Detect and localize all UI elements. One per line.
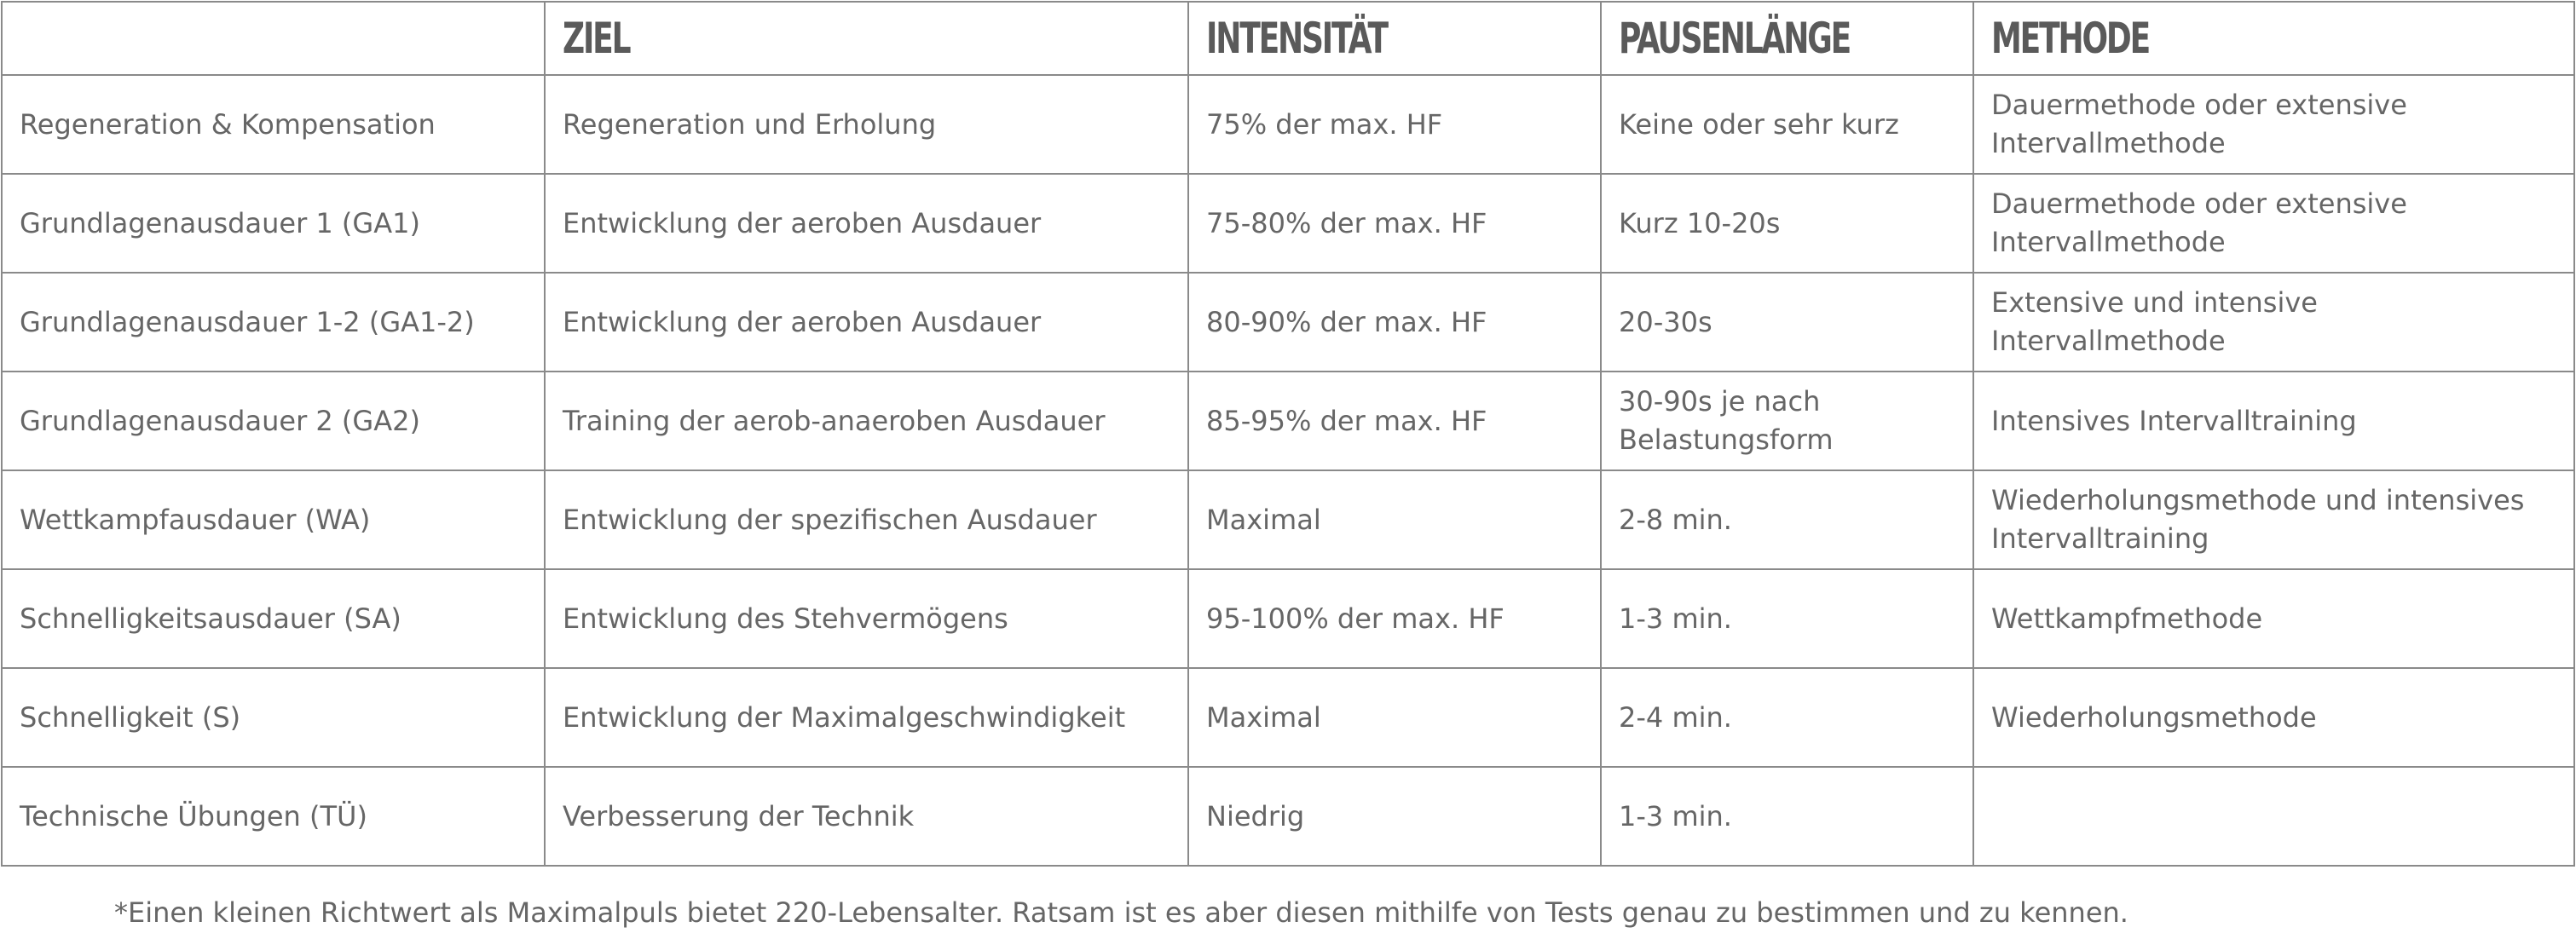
header-zone: [2, 2, 545, 75]
table-header-row: [2, 2, 2574, 75]
footnote: *Einen kleinen Richtwert als Maximalpuls bietet 220-Lebensalter. Ratsam ist es aber diesen mithilfe von Tests genau zu bestimmen und zu kennen.: [114, 896, 2128, 929]
cell-methode: Wettkampfmethode: [1973, 569, 2574, 668]
table-row: [2, 569, 2574, 668]
header-pausenlaenge: PAUSENLÄNGE: [1601, 2, 1973, 75]
cell-pausenlaenge: 2-4 min.: [1601, 668, 1973, 767]
cell-intensitaet: 95-100% der max. HF: [1188, 569, 1601, 668]
cell-intensitaet: Niedrig: [1188, 767, 1601, 866]
table-row: [2, 372, 2574, 470]
cell-ziel: Entwicklung der aeroben Ausdauer: [545, 273, 1188, 372]
header-methode: METHODE: [1973, 2, 2574, 75]
cell-ziel: Entwicklung der spezifischen Ausdauer: [545, 470, 1188, 569]
cell-ziel: Verbesserung der Technik: [545, 767, 1188, 866]
cell-intensitaet: 80-90% der max. HF: [1188, 273, 1601, 372]
cell-pausenlaenge: Kurz 10-20s: [1601, 174, 1973, 273]
cell-intensitaet: 75-80% der max. HF: [1188, 174, 1601, 273]
header-ziel: ZIEL: [545, 2, 1188, 75]
cell-intensitaet: 75% der max. HF: [1188, 75, 1601, 174]
cell-ziel: Entwicklung der Maximalgeschwindigkeit: [545, 668, 1188, 767]
table-row: [2, 470, 2574, 569]
training-zones-table: [1, 1, 2575, 867]
cell-pausenlaenge: 20-30s: [1601, 273, 1973, 372]
table-row: [2, 668, 2574, 767]
cell-methode: [1973, 767, 2574, 866]
table-row: [2, 174, 2574, 273]
cell-zone: Regeneration & Kompensation: [2, 75, 545, 174]
cell-ziel: Entwicklung des Stehvermögens: [545, 569, 1188, 668]
cell-methode: Wiederholungsmethode und intensives Intervalltraining: [1973, 470, 2574, 569]
cell-zone: Wettkampfausdauer (WA): [2, 470, 545, 569]
table-row: [2, 767, 2574, 866]
cell-intensitaet: Maximal: [1188, 470, 1601, 569]
cell-methode: Dauermethode oder extensive Intervallmethode: [1973, 75, 2574, 174]
cell-zone: Technische Übungen (TÜ): [2, 767, 545, 866]
table-row: [2, 273, 2574, 372]
cell-pausenlaenge: 30-90s je nach Belastungsform: [1601, 372, 1973, 470]
cell-intensitaet: Maximal: [1188, 668, 1601, 767]
cell-zone: Grundlagenausdauer 1-2 (GA1-2): [2, 273, 545, 372]
cell-zone: Schnelligkeitsausdauer (SA): [2, 569, 545, 668]
cell-zone: Grundlagenausdauer 2 (GA2): [2, 372, 545, 470]
cell-methode: Extensive und intensive Intervallmethode: [1973, 273, 2574, 372]
cell-methode: Intensives Intervalltraining: [1973, 372, 2574, 470]
cell-methode: Wiederholungsmethode: [1973, 668, 2574, 767]
cell-zone: Grundlagenausdauer 1 (GA1): [2, 174, 545, 273]
cell-pausenlaenge: 1-3 min.: [1601, 569, 1973, 668]
table-row: [2, 75, 2574, 174]
cell-zone: Schnelligkeit (S): [2, 668, 545, 767]
header-intensitaet: INTENSITÄT: [1188, 2, 1601, 75]
cell-pausenlaenge: Keine oder sehr kurz: [1601, 75, 1973, 174]
cell-ziel: Regeneration und Erholung: [545, 75, 1188, 174]
cell-intensitaet: 85-95% der max. HF: [1188, 372, 1601, 470]
cell-methode: Dauermethode oder extensive Intervallmethode: [1973, 174, 2574, 273]
cell-pausenlaenge: 2-8 min.: [1601, 470, 1973, 569]
cell-ziel: Entwicklung der aeroben Ausdauer: [545, 174, 1188, 273]
cell-ziel: Training der aerob-anaeroben Ausdauer: [545, 372, 1188, 470]
cell-pausenlaenge: 1-3 min.: [1601, 767, 1973, 866]
